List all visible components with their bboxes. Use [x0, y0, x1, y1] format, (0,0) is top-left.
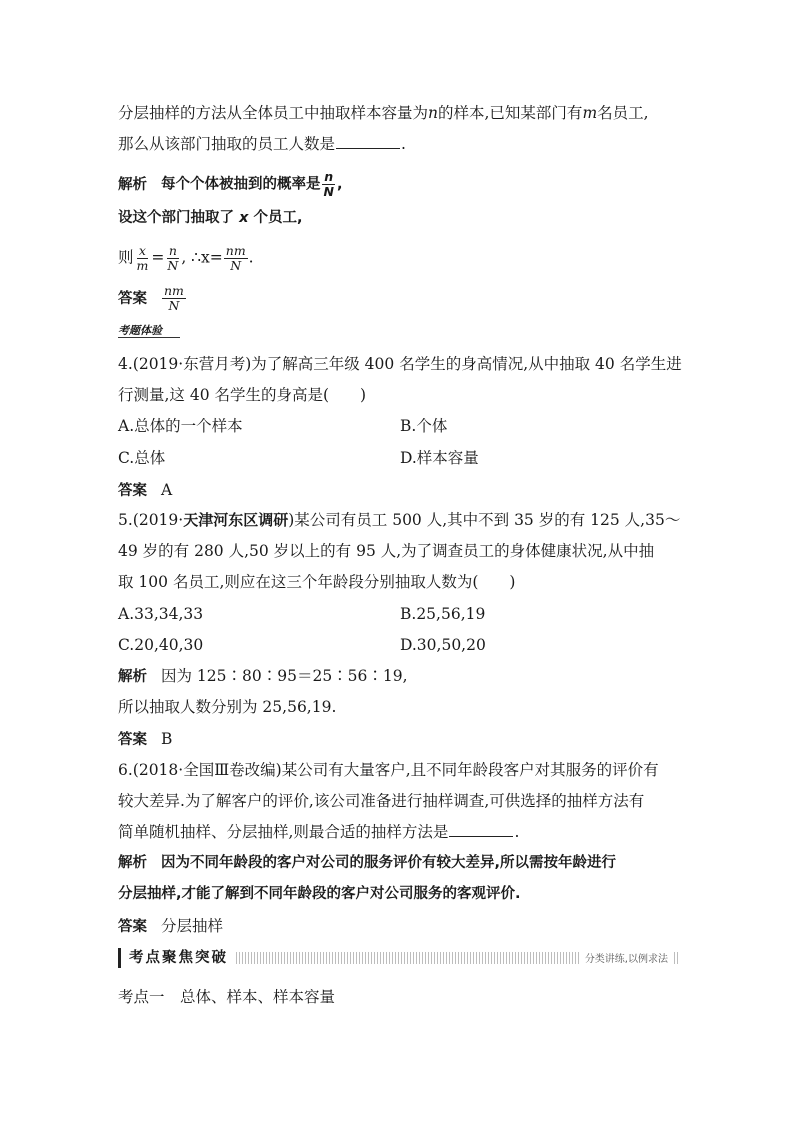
q4-answer [118, 480, 172, 501]
answer-label: 答案 [118, 483, 147, 499]
analysis-1-line-3 [118, 244, 254, 273]
q5-line-1 [118, 510, 680, 530]
q5-analysis-2: 所以抽取人数分别为 25,56,19. [118, 698, 337, 716]
q6-line-1: 6.(2018·全国Ⅲ卷改编)某公司有大量客户,且不同年龄段客户对其服务的评价有 [118, 761, 659, 779]
q4-option-a: A.总体的一个样本 [118, 417, 243, 435]
q6-analysis-1 [118, 853, 616, 873]
denominator: N [230, 258, 242, 273]
q5-answer [118, 729, 172, 750]
q4-line-2: 行测量,这 40 名学生的身高是( ) [118, 386, 367, 404]
section-banner [118, 948, 678, 968]
numerator: x [138, 243, 146, 258]
text: 因为不同年龄段的客户对公司的服务评价有较大差异,所以需按年龄进行 [161, 855, 617, 871]
section-heading-small: 考题体验 [118, 324, 162, 337]
point-heading: 考点一 总体、样本、样本容量 [118, 988, 336, 1006]
q4-option-d: D.样本容量 [400, 449, 479, 467]
answer-1 [118, 284, 187, 313]
banner-subtitle: 分类讲练,以例求法 [581, 950, 672, 965]
var-m: m [582, 104, 598, 122]
answer-value: 分层抽样 [161, 917, 224, 935]
analysis-label: 解析 [118, 176, 147, 193]
denominator: N [323, 184, 334, 199]
text: = [151, 248, 165, 267]
denominator: N [167, 258, 179, 273]
q4-options-row-1 [118, 416, 448, 436]
answer-blank [449, 822, 513, 837]
fraction-nm-over-N [224, 244, 248, 273]
q5-option-d: D.30,50,20 [400, 636, 486, 654]
text: 因为 125∶80∶95＝25∶56∶19, [161, 667, 408, 685]
text: 则 [118, 248, 134, 267]
q4-line-1: 4.(2019·东营月考)为了解高三年级 400 名学生的身高情况,从中抽取 40 名学生进 [118, 355, 682, 373]
q5-options-row-2 [118, 635, 486, 655]
text: . [248, 248, 254, 267]
numerator: nm [225, 243, 246, 258]
intro-line-2 [118, 134, 406, 154]
q5-option-c: C.20,40,30 [118, 636, 204, 654]
numerator: nm [164, 283, 184, 298]
divider [118, 337, 180, 338]
denominator: N [168, 298, 180, 313]
q5-option-a: A.33,34,33 [118, 605, 204, 623]
answer-value: A [161, 481, 173, 499]
text: 那么从该部门抽取的员工人数是 [118, 135, 336, 153]
q5-options-row-1 [118, 604, 486, 624]
text: 设这个部门抽取了 [118, 210, 234, 226]
denominator: m [136, 258, 149, 273]
answer-blank [336, 134, 400, 149]
q4-options-row-2 [118, 448, 479, 468]
text: 名员工, [597, 104, 649, 122]
text: 分层抽样的方法从全体员工中抽取样本容量为 [118, 104, 429, 122]
var-n: n [428, 104, 438, 122]
text: 的样本,已知某部门有 [438, 104, 583, 122]
text: 每个个体被抽到的概率是 [161, 176, 321, 193]
fraction-x-over-m [135, 244, 151, 273]
answer-value: B [161, 730, 173, 748]
answer-label: 答案 [118, 290, 147, 307]
q6-line-2: 较大差异.为了解客户的评价,该公司准备进行抽样调查,可供选择的抽样方法有 [118, 792, 645, 810]
analysis-1-line-1 [118, 170, 342, 199]
text: , [336, 176, 343, 193]
numerator: n [324, 169, 334, 184]
text: 5.(2019· [118, 511, 184, 529]
answer-label: 答案 [118, 919, 147, 935]
var-x: x [239, 210, 249, 226]
banner-title: 考点聚焦突破 [118, 948, 234, 968]
fraction-n-over-N [322, 170, 336, 199]
q6-answer [118, 916, 223, 937]
text: 个员工, [253, 210, 303, 226]
q5-option-b: B.25,56,19 [400, 605, 486, 623]
analysis-1-line-2 [118, 208, 303, 228]
answer-label: 答案 [118, 732, 147, 748]
q4-option-b: B.个体 [400, 417, 448, 435]
q6-analysis-2: 分层抽样,才能了解到不同年龄段的客户对公司服务的客观评价. [118, 886, 521, 902]
text: 简单随机抽样、分层抽样,则最合适的抽样方法是 [118, 823, 449, 841]
q5-line-2: 49 岁的有 280 人,50 岁以上的有 95 人,为了调查员工的身体健康状况,从中抽 [118, 542, 655, 560]
text: . [514, 823, 520, 841]
fraction-nm-over-N [162, 284, 186, 313]
q5-analysis-1 [118, 666, 408, 687]
q6-line-3 [118, 822, 519, 842]
source-tag: 天津河东区调研 [183, 511, 289, 529]
fraction-n-over-N [165, 244, 180, 273]
text: , ∴x= [181, 248, 223, 267]
text: )某公司有员工 500 人,其中不到 35 岁的有 125 人,35～ [288, 511, 681, 529]
analysis-label: 解析 [118, 669, 147, 685]
text: . [401, 135, 406, 153]
numerator: n [168, 243, 177, 258]
intro-line-1 [118, 103, 649, 123]
analysis-label: 解析 [118, 855, 147, 871]
q5-line-3: 取 100 名员工,则应在这三个年龄段分别抽取人数为( ) [118, 573, 516, 591]
q4-option-c: C.总体 [118, 449, 166, 467]
